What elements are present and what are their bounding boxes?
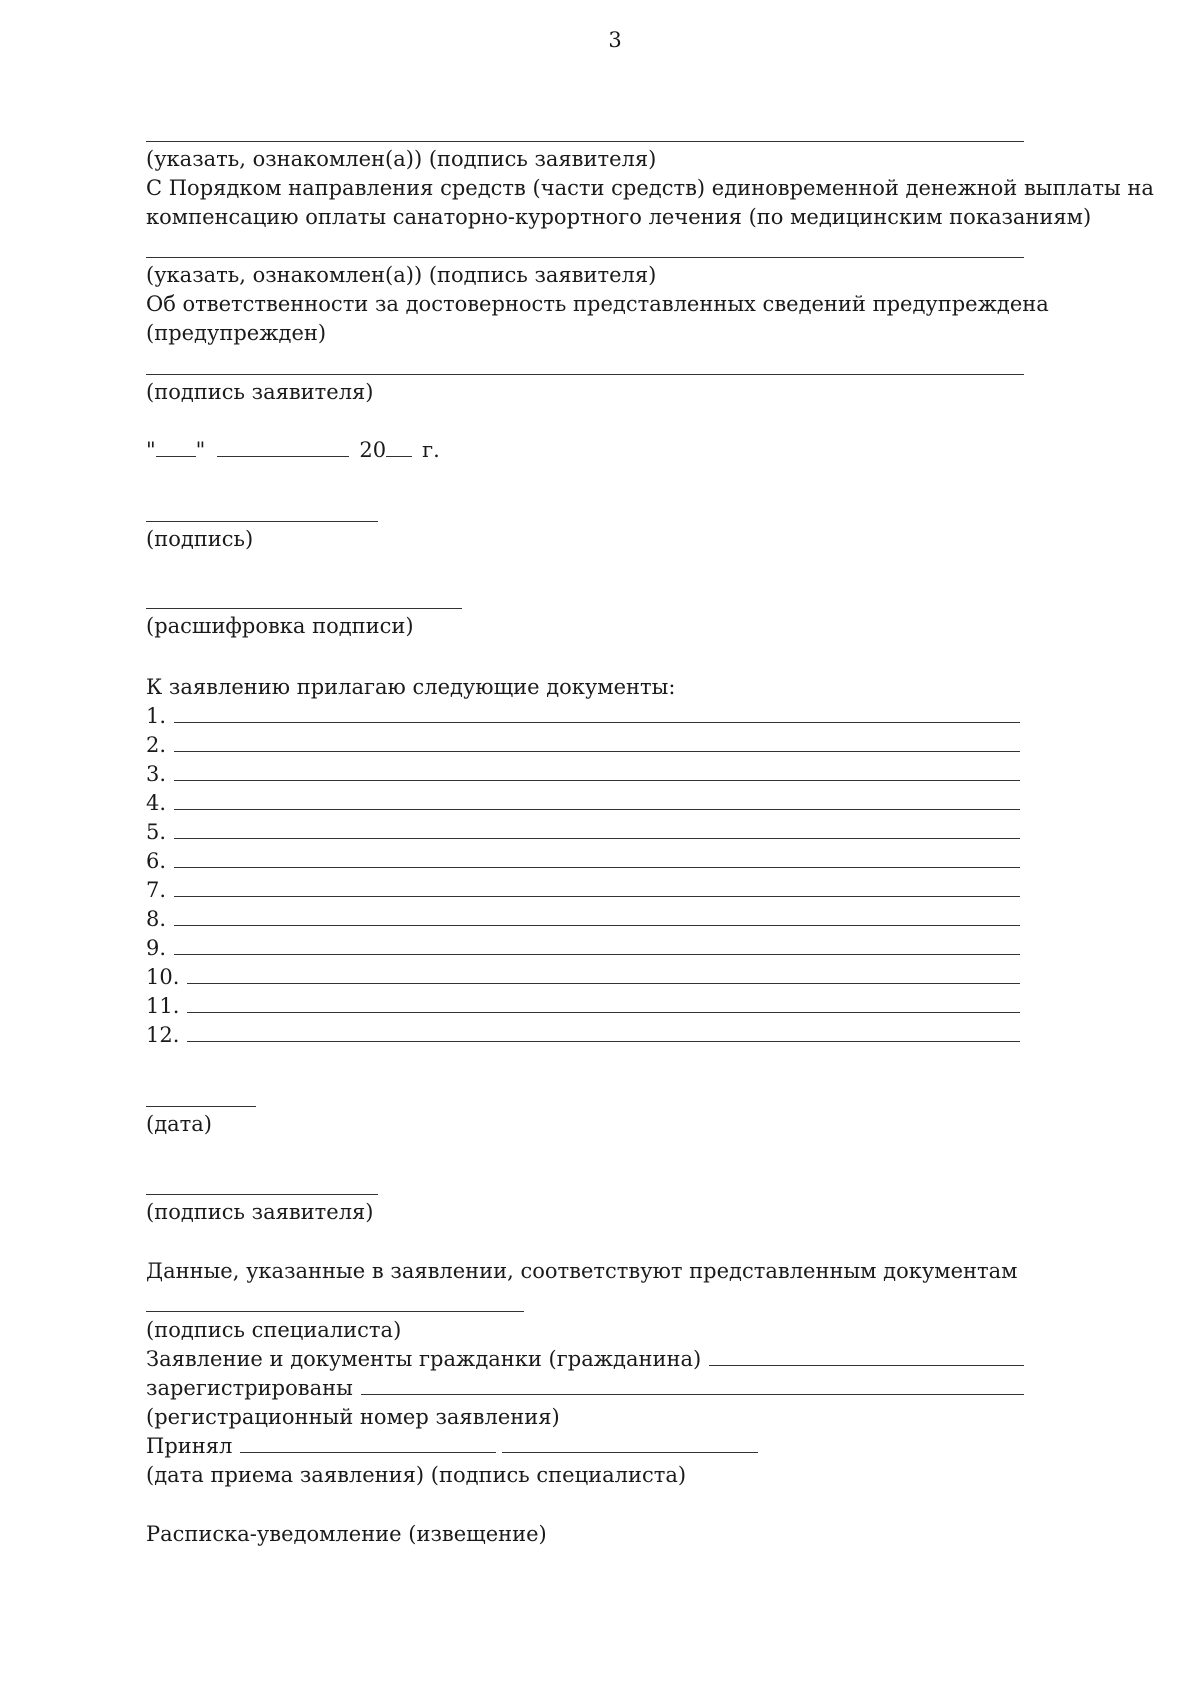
attachment-item: 6.: [146, 847, 1020, 876]
day-blank[interactable]: [156, 436, 196, 457]
attachment-blank[interactable]: [187, 963, 1020, 984]
caption-acquainted-2: (указать, ознакомлен(а)) (подпись заявителя): [146, 263, 657, 287]
month-blank[interactable]: [217, 436, 349, 457]
docs-row: [146, 1345, 1024, 1374]
attachment-blank[interactable]: [174, 905, 1020, 926]
accepted-label: Принял: [146, 1434, 233, 1458]
registered-label: зарегистрированы: [146, 1376, 353, 1400]
attachment-blank[interactable]: [174, 760, 1020, 781]
attachment-item: 7.: [146, 876, 1020, 905]
attachment-blank[interactable]: [174, 731, 1020, 752]
date-short-line: [146, 1106, 256, 1107]
applicant-signature-line: [146, 1194, 378, 1195]
caption-signature: (подпись): [146, 527, 254, 551]
caption-acquainted-1: (указать, ознакомлен(а)) (подпись заявителя): [146, 147, 657, 171]
caption-specialist-signature: (подпись специалиста): [146, 1318, 402, 1342]
signature-line-1: [146, 141, 1024, 142]
attachment-item: 9.: [146, 934, 1020, 963]
year-prefix: 20: [359, 438, 387, 462]
date-quote-open: ": [146, 438, 156, 462]
attachment-item: 11.: [146, 992, 1020, 1021]
attachment-blank[interactable]: [174, 847, 1020, 868]
responsibility-text-line-2: (предупрежден): [146, 321, 327, 345]
attachment-blank[interactable]: [174, 789, 1020, 810]
attachment-item: 5.: [146, 818, 1020, 847]
year-blank[interactable]: [386, 436, 412, 457]
year-suffix: г.: [422, 438, 440, 462]
page-number: 3: [608, 28, 622, 52]
caption-accepted: (дата приема заявления) (подпись специалиста): [146, 1463, 687, 1487]
attachment-blank[interactable]: [174, 934, 1020, 955]
specialist-signature-line: [146, 1311, 524, 1312]
attachment-blank[interactable]: [174, 702, 1020, 723]
accept-signature-blank[interactable]: [502, 1432, 758, 1453]
caption-registration-number: (регистрационный номер заявления): [146, 1405, 560, 1429]
citizen-name-blank[interactable]: [709, 1345, 1024, 1366]
docs-label: Заявление и документы гражданки (гражданина): [146, 1347, 702, 1371]
attachment-item: 10.: [146, 963, 1020, 992]
receipt-title: Расписка-уведомление (извещение): [146, 1522, 547, 1546]
attachment-item: 8.: [146, 905, 1020, 934]
caption-applicant-signature-1: (подпись заявителя): [146, 380, 374, 404]
caption-applicant-signature-2: (подпись заявителя): [146, 1200, 374, 1224]
signature-short-line: [146, 521, 378, 522]
attachments-heading: К заявлению прилагаю следующие документы:: [146, 675, 676, 699]
attachment-item: 1.: [146, 702, 1020, 731]
attachment-item: 12.: [146, 1021, 1020, 1050]
attachment-blank[interactable]: [187, 992, 1020, 1013]
signature-decoded-line: [146, 608, 462, 609]
attachment-item: 2.: [146, 731, 1020, 760]
accepted-row: [146, 1432, 758, 1461]
caption-date: (дата): [146, 1112, 212, 1136]
procedure-text-line-1: С Порядком направления средств (части средств) единовременной денежной выплаты на: [146, 176, 1154, 200]
signature-line-3: [146, 374, 1024, 375]
signature-line-2: [146, 257, 1024, 258]
date-quote-close: ": [195, 438, 206, 462]
attachment-blank[interactable]: [174, 818, 1020, 839]
procedure-text-line-2: компенсацию оплаты санаторно-курортного лечения (по медицинским показаниям): [146, 205, 1092, 229]
attachment-item: 4.: [146, 789, 1020, 818]
registration-number-blank[interactable]: [361, 1374, 1024, 1395]
attachment-blank[interactable]: [174, 876, 1020, 897]
registered-row: [146, 1374, 1024, 1403]
verification-text: Данные, указанные в заявлении, соответствуют представленным документам: [146, 1259, 1018, 1283]
caption-signature-decoded: (расшифровка подписи): [146, 614, 414, 638]
date-line: [146, 436, 440, 465]
attachment-blank[interactable]: [187, 1021, 1020, 1042]
attachment-item: 3.: [146, 760, 1020, 789]
accept-date-blank[interactable]: [240, 1432, 496, 1453]
responsibility-text-line-1: Об ответственности за достоверность представленных сведений предупреждена: [146, 292, 1049, 316]
